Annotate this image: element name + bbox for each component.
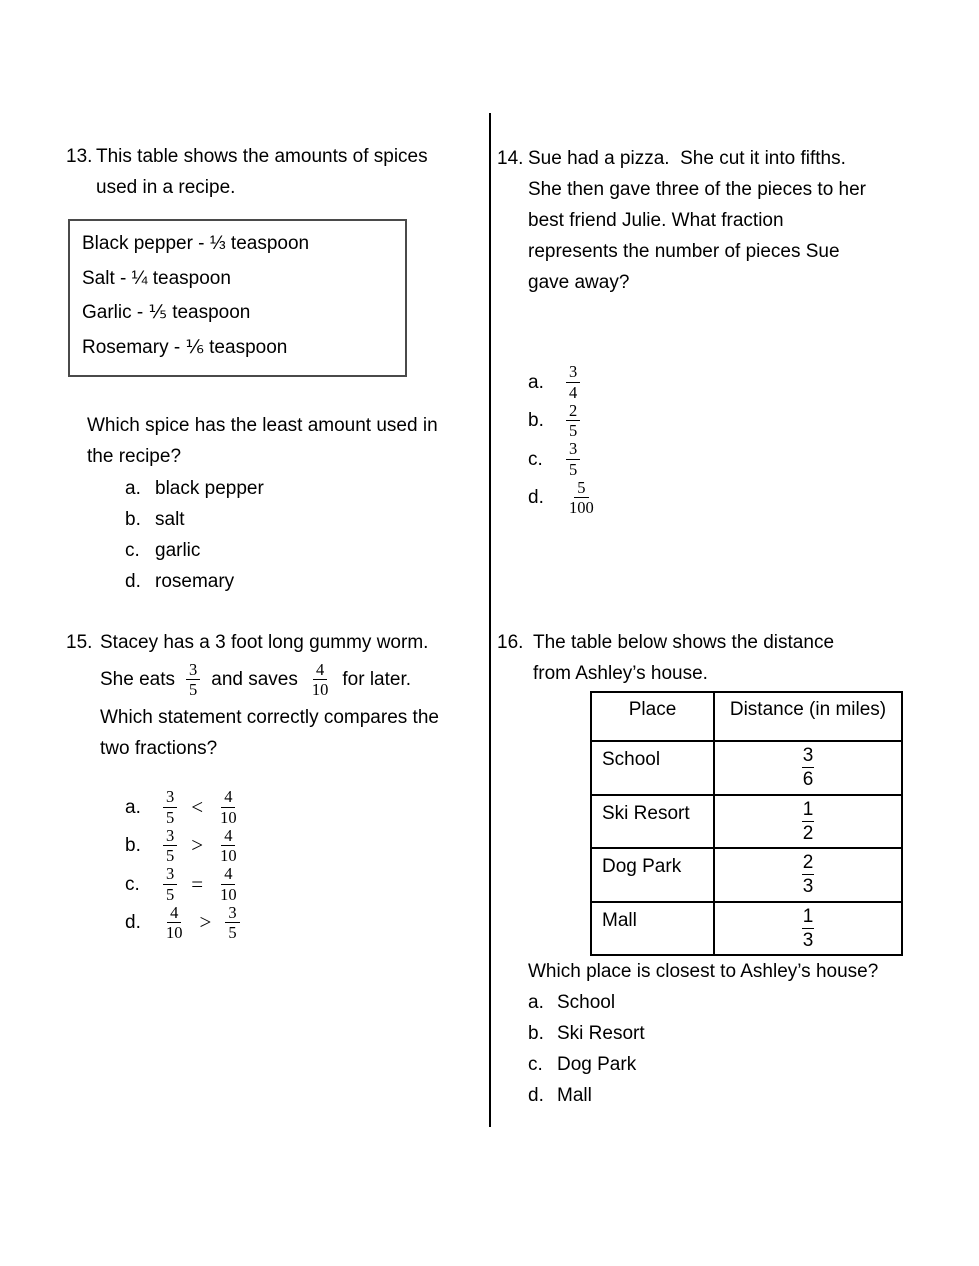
- fraction: $\frac{1}{2}$: [802, 798, 814, 844]
- option-d: [528, 479, 597, 518]
- fraction: $\frac{1}{3}$: [802, 905, 814, 951]
- option-label: c.: [125, 873, 140, 895]
- fraction: $\frac{4}{10}$: [220, 864, 237, 904]
- comparison-operator: >: [191, 833, 204, 858]
- question-14-text-line2: She then gave three of the pieces to her: [528, 179, 867, 200]
- spice-amounts-box: [68, 219, 407, 377]
- question-14-number: 14.: [497, 148, 524, 169]
- option-c: [125, 865, 240, 904]
- fraction: $\frac{5}{100}$: [569, 477, 594, 517]
- fraction: $\frac{3}{5}$: [163, 827, 177, 865]
- text-part: and saves: [211, 669, 298, 690]
- table-row: [592, 901, 901, 955]
- question-13-number: 13.: [66, 146, 93, 167]
- comparison-operator: <: [191, 794, 204, 819]
- option-b: [528, 402, 597, 441]
- table-row: [592, 794, 901, 848]
- option-c: [125, 535, 264, 566]
- table-header-place: Place: [592, 693, 715, 740]
- table-row: [592, 847, 901, 901]
- question-14-text-line4: represents the number of pieces Sue: [528, 241, 840, 262]
- option-text: Ski Resort: [557, 1023, 645, 1044]
- text-part: for later.: [342, 669, 412, 690]
- option-label: b.: [125, 509, 141, 530]
- fraction: $\frac{3}{6}$: [802, 745, 814, 790]
- place-cell: School: [592, 742, 715, 794]
- option-label: c.: [125, 540, 140, 561]
- option-label: d.: [528, 487, 544, 509]
- option-label: b.: [528, 1023, 544, 1044]
- place-cell: Mall: [592, 903, 715, 955]
- question-15-options: [125, 788, 240, 942]
- option-text: Mall: [557, 1085, 592, 1106]
- fraction: $\frac{3}{5}$: [566, 440, 580, 478]
- question-16-prompt: Which place is closest to Ashley’s house?: [528, 961, 879, 982]
- option-label: b.: [125, 835, 141, 857]
- option-label: a.: [125, 796, 141, 818]
- spice-item: Garlic - ⅕ teaspoon: [82, 302, 251, 323]
- distance-cell: [715, 849, 901, 901]
- option-label: a.: [528, 992, 544, 1013]
- question-14: [497, 143, 967, 543]
- question-15-number: 15.: [66, 632, 93, 653]
- comparison-operator: =: [191, 871, 204, 896]
- option-d: [125, 904, 240, 943]
- option-b: [125, 827, 240, 866]
- question-13-prompt: [87, 410, 487, 472]
- question-16-options: [528, 987, 645, 1111]
- option-label: a.: [125, 478, 141, 499]
- option-b: [125, 504, 264, 535]
- question-15-text-line4: two fractions?: [100, 738, 218, 759]
- option-label: b.: [528, 410, 544, 432]
- fraction: $\frac{3}{5}$: [163, 788, 177, 826]
- spice-item: Rosemary - ⅙ teaspoon: [82, 336, 288, 358]
- text-part: She eats: [100, 669, 175, 690]
- option-b: [528, 1018, 645, 1049]
- question-15: [66, 627, 506, 957]
- question-13: [66, 141, 498, 631]
- fraction: $\frac{3}{5}$: [186, 661, 200, 699]
- question-14-text-line5: gave away?: [528, 272, 630, 293]
- fraction: $\frac{4}{10}$: [220, 825, 237, 865]
- question-15-text-line2: [100, 658, 506, 702]
- option-label: d.: [125, 571, 141, 592]
- question-16-text-line2: from Ashley’s house.: [533, 663, 708, 684]
- option-label: d.: [125, 912, 141, 934]
- question-15-text-line3: Which statement correctly compares the: [100, 707, 439, 728]
- spice-item: Salt - ¼ teaspoon: [82, 267, 231, 289]
- option-d: [125, 566, 264, 597]
- spice-item: Black pepper - ⅓ teaspoon: [82, 233, 310, 254]
- option-d: [528, 1080, 645, 1111]
- table-row: [592, 740, 901, 794]
- question-13-text-line1: This table shows the amounts of spices: [96, 146, 428, 167]
- distance-table: [590, 691, 903, 956]
- option-label: c.: [528, 1054, 543, 1075]
- question-16: [497, 627, 967, 1117]
- option-a: [528, 987, 645, 1018]
- option-text: rosemary: [155, 571, 235, 592]
- distance-cell: [715, 903, 901, 955]
- fraction: $\frac{4}{10}$: [220, 787, 237, 827]
- fraction: $\frac{3}{5}$: [163, 865, 177, 903]
- fraction: $\frac{4}{10}$: [166, 902, 183, 942]
- question-16-number: 16.: [497, 632, 524, 653]
- question-13-options: [125, 473, 264, 597]
- option-c: [528, 440, 597, 479]
- fraction: $\frac{3}{4}$: [566, 363, 580, 401]
- option-c: [528, 1049, 645, 1080]
- option-text: School: [557, 992, 616, 1013]
- question-16-text-line1: The table below shows the distance: [533, 632, 835, 653]
- place-cell: Dog Park: [592, 849, 715, 901]
- option-a: [125, 473, 264, 504]
- fraction: $\frac{2}{5}$: [566, 402, 580, 440]
- distance-cell: [715, 742, 901, 794]
- option-text: salt: [155, 509, 185, 530]
- table-header-row: [592, 693, 901, 740]
- option-text: black pepper: [155, 478, 264, 499]
- comparison-operator: >: [199, 910, 212, 935]
- fraction: $\frac{4}{10}$: [311, 659, 329, 700]
- distance-cell: [715, 796, 901, 848]
- option-text: Dog Park: [557, 1054, 637, 1075]
- question-14-options: [528, 363, 597, 517]
- option-a: [125, 788, 240, 827]
- option-a: [528, 363, 597, 402]
- option-label: a.: [528, 371, 544, 393]
- option-label: d.: [528, 1085, 544, 1106]
- question-14-text-line1: Sue had a pizza. She cut it into fifths.: [528, 148, 846, 169]
- option-label: c.: [528, 448, 543, 470]
- option-text: garlic: [155, 540, 201, 561]
- table-header-distance: Distance (in miles): [729, 699, 887, 720]
- prompt-line: Which spice has the least amount used in: [87, 415, 438, 436]
- fraction: $\frac{2}{3}$: [802, 852, 814, 897]
- question-13-text-line2: used in a recipe.: [96, 177, 236, 198]
- question-14-text-line3: best friend Julie. What fraction: [528, 210, 784, 231]
- fraction: $\frac{3}{5}$: [225, 904, 239, 942]
- question-15-text-line1: Stacey has a 3 foot long gummy worm.: [100, 632, 429, 653]
- place-cell: Ski Resort: [592, 796, 715, 848]
- prompt-line: the recipe?: [87, 446, 182, 467]
